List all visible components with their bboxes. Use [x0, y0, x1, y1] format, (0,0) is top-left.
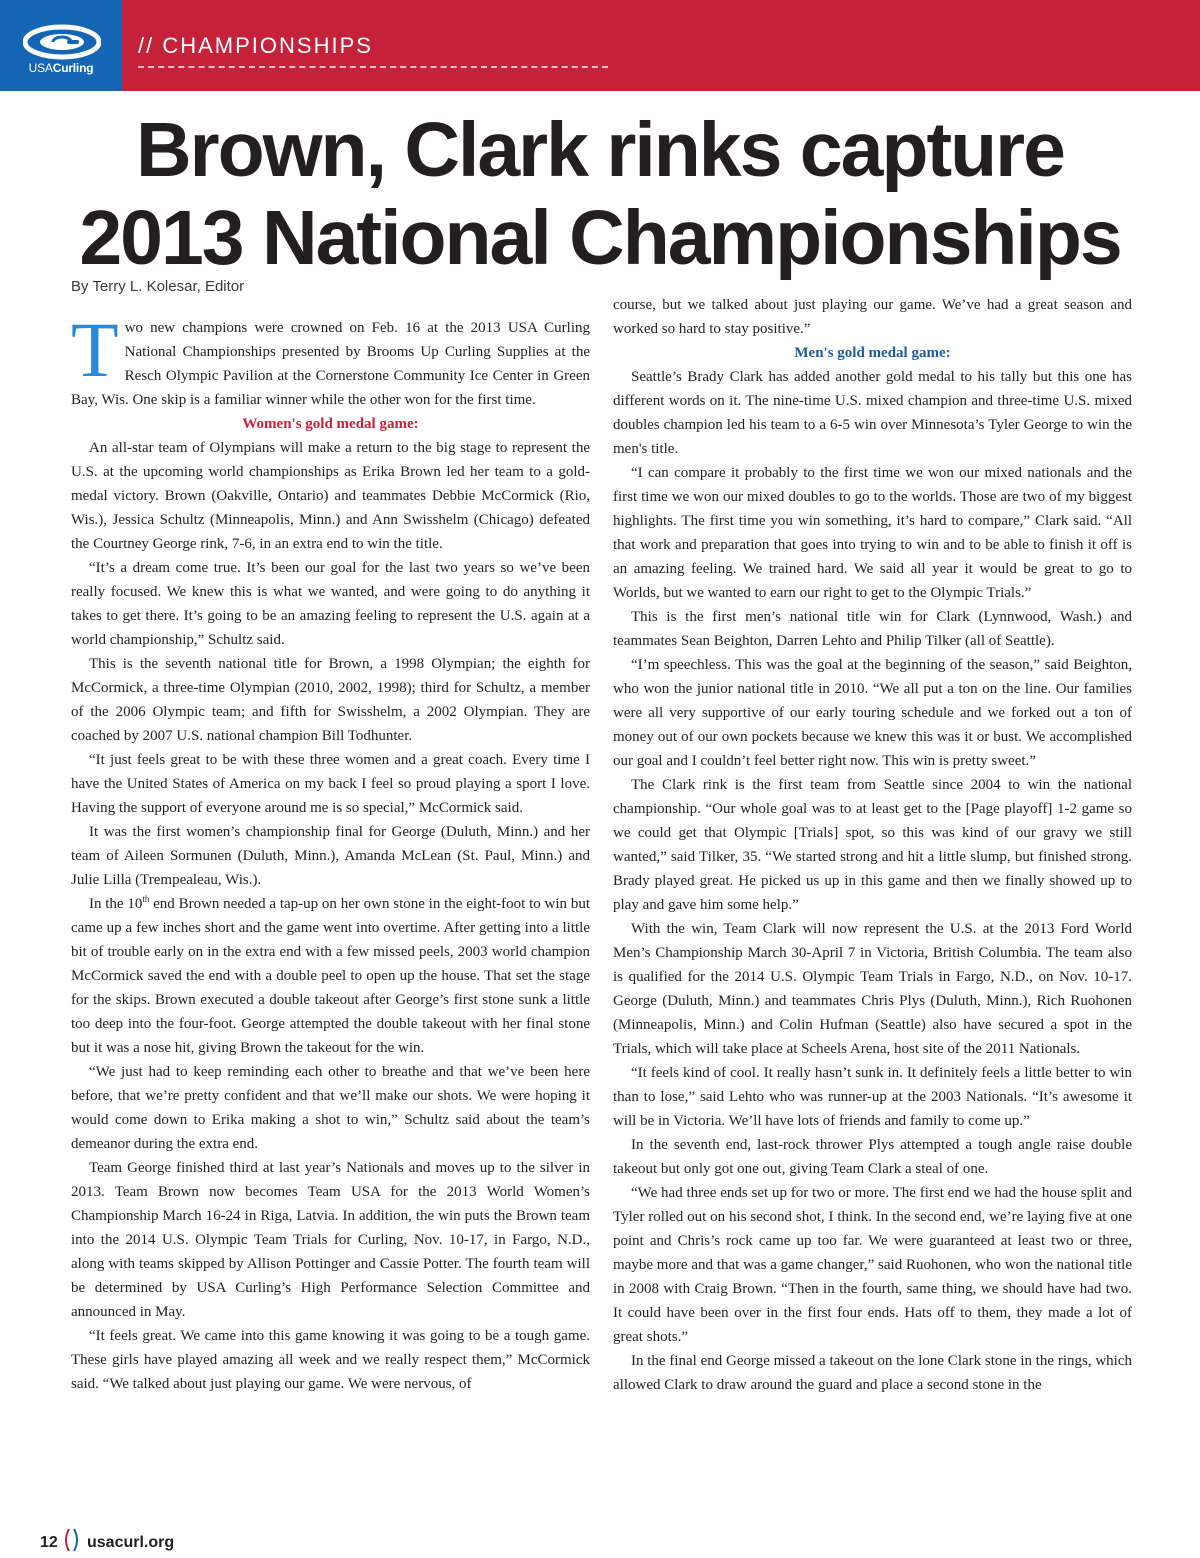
section-label: // CHAMPIONSHIPS	[138, 33, 373, 58]
headline-line-2: 2013 National Championships	[79, 195, 1121, 281]
body-paragraph: Seattle’s Brady Clark has added another gold medal to his tally but this one has different words on it. The nine-time U.S. mixed champion and three-time U.S. mixed doubles champion led his team to a 6-5 win over Minnesota’s Tyler George to win the men's title.	[613, 369, 1132, 457]
body-paragraph: An all-star team of Olympians will make a return to the big stage to represent the U.S. at the upcoming world championships as Erika Brown led her team to a gold-medal victory. Brown (Oakville, Ontario) and teammates Debbie McCormick (Rio, Wis.), Jessica Schultz (Minneapolis, Minn.) and Ann Swisshelm (Chicago) defeated the Courtney George rink, 7-6, in an extra end to win the title.	[71, 440, 590, 552]
body-paragraph: With the win, Team Clark will now represent the U.S. at the 2013 Ford World Men’s Championship March 30-April 7 in Victoria, British Columbia. The team also is qualified for the 2014 U.S. Olympic Team Trials in Fargo, N.D., on Nov. 10-17. George (Duluth, Minn.) and teammates Chris Plys (Duluth, Minn.), Rich Ruohonen (Minneapolis, Minn.) and Colin Hufman (Seattle) also have secured a spot in the Trials, which will take place at Scheels Arena, host site of the 2011 Nationals.	[613, 921, 1132, 1057]
usa-curling-logo	[0, 0, 122, 91]
body-paragraph: The Clark rink is the first team from Seattle since 2004 to win the national championship. “Our whole goal was to at least get to the [Page playoff] 1-2 game so we could get that Olympic [Trials] spot, so this was kind of our gravy we still wanted,” said Tilker, 35. “We started strong and hit a little slump, but finished strong. Brady played great. He picked us up in this game and then we finally showed up to play and gave him some help.”	[613, 777, 1132, 913]
logo-wordmark: USACurling	[28, 61, 94, 75]
site-link[interactable]: usacurl.org	[87, 1534, 175, 1551]
body-paragraph: Team George finished third at last year’s Nationals and moves up to the silver in 2013. Team Brown now becomes Team USA for the 2013 World Women’s Championship March 16-24 in Riga, Latvia. In addition, the win puts the Brown team into the 2014 U.S. Olympic Team Trials for Curling, Nov. 10-17, in Fargo, N.D., along with teams skipped by Allison Pottinger and Cassie Potter. The fourth team will be determined by USA Curling’s High Performance Selection Committee and announced in May.	[71, 1160, 590, 1320]
body-paragraph: This is the first men’s national title win for Clark (Lynnwood, Wash.) and teammates Sean Beighton, Darren Lehto and Philip Tilker (all of Seattle).	[613, 609, 1132, 649]
header-band	[0, 0, 1200, 91]
article-column-left	[71, 306, 590, 1396]
page-number: 12	[40, 1534, 58, 1551]
curling-stone-logo-icon	[23, 24, 101, 60]
body-paragraph: “It feels great. We came into this game knowing it was going to be a tough game. These girls have played amazing all week and we really respect them,” McCormick said. “We talked about just playing our game. We were nervous, of	[71, 1328, 590, 1392]
body-paragraph: “It feels kind of cool. It really hasn’t sunk in. It definitely feels a little better to win than to lose,” said Lehto who was runner-up at the 2003 Nationals. “It’s awesome it will be in Victoria. We’ll have lots of friends and family to come up.”	[613, 1065, 1132, 1129]
body-paragraph: “It’s a dream come true. It’s been our goal for the last two years so we’ve been really focused. We knew this is what we wanted, and were going to do anything it takes to get there. It’s going to be an amazing feeling to represent the U.S. again at a world championship,” Schultz said.	[71, 560, 590, 648]
body-paragraph: “I’m speechless. This was the goal at the beginning of the season,” said Beighton, who won the junior national title in 2010. “We all put a ton on the line. Our families were all very supportive of our early touring schedule and we forked out a ton of money out of our own pockets because we knew this was it or bust. We accomplished our goal and I couldn’t feel better right now. This win is pretty sweet.”	[613, 657, 1132, 769]
body-paragraph: In the 10th end Brown needed a tap-up on her own stone in the eight-foot to win but came up a few inches short and the game went into overtime. After getting into a little bit of trouble early on in the extra end with a few missed peels, 2003 world champion McCormick saved the end with a double peel to open up the house. That set the stage for the skips. Brown executed a double takeout after George’s first stone sunk a little too deep into the four-foot. George attempted the double takeout with her final stone but it was a nose hit, giving Brown the takeout for the win.	[71, 894, 590, 1056]
drop-cap: T	[71, 306, 119, 393]
body-paragraph: “We had three ends set up for two or more. The first end we had the house split and Tyler rolled out on his second shot, I think. In the second end, we’re laying five at one point and Chris’s rock came up too far. We were guaranteed at least two or three, maybe more and that was a game changer,” said Ruohonen, who won the national title in 2008 with Craig Brown. “Then in the fourth, same thing, we should have had two. It could have been over in the first four ends. Hats off to them, they made a lot of great shots.”	[613, 1185, 1132, 1345]
body-paragraph: This is the seventh national title for Brown, a 1998 Olympian; the eighth for McCormick, a three-time Olympian (2010, 2002, 1998); third for Schultz, a member of the 2006 Olympic team; and fifth for Swisshelm, a 2002 Olympian. They are coached by 2007 U.S. national champion Bill Todhunter.	[71, 656, 590, 744]
body-paragraph: “We just had to keep reminding each other to breathe and that we’ve been here before, that we’re pretty confident and that we’ll make our shots. We were hoping it would come down to Erika making a shot to win,” Schultz said about the team’s demeanor during the extra end.	[71, 1064, 590, 1152]
section-divider	[138, 66, 608, 68]
subhead-mens-gold: Men's gold medal game:	[794, 345, 951, 361]
parenthesis-mark-icon	[62, 1527, 82, 1553]
body-paragraph: “It just feels great to be with these three women and a great coach. Every time I have the United States of America on my back I feel so proud playing a sport I love. Having the support of everyone around me is so special,” McCormick said.	[71, 752, 590, 816]
intro-paragraph: Two new champions were crowned on Feb. 16 at the 2013 USA Curling National Championships presented by Brooms Up Curling Supplies at the Resch Olympic Pavilion at the Cornerstone Community Ice Center in Green Bay, Wis. One skip is a familiar winner while the other won for the first time.	[71, 306, 590, 408]
subhead-womens-gold: Women's gold medal game:	[242, 416, 419, 432]
body-paragraph: In the final end George missed a takeout on the lone Clark stone in the rings, which allowed Clark to draw around the guard and place a second stone in the	[613, 1353, 1132, 1393]
body-paragraph: In the seventh end, last-rock thrower Plys attempted a tough angle raise double takeout but only got one out, giving Team Clark a steal of one.	[613, 1137, 1132, 1177]
body-paragraph-continued: course, but we talked about just playing our game. We’ve had a great season and worked so hard to stay positive.”	[613, 297, 1132, 337]
headline-line-1: Brown, Clark rinks capture	[136, 107, 1064, 193]
article-column-right	[613, 293, 1132, 1397]
body-paragraph: It was the first women’s championship final for George (Duluth, Minn.) and her team of Aileen Sormunen (Duluth, Minn.), Amanda McLean (St. Paul, Minn.) and Julie Lilla (Trempealeau, Wis.).	[71, 824, 590, 888]
body-paragraph: “I can compare it probably to the first time we won our mixed nationals and the first time we won our mixed doubles to go to the worlds. Those are two of my biggest highlights. The first time you win something, it’s hard to compare,” Clark said. “All that work and preparation that goes into trying to win and to be able to finish it off is an amazing feeling. We trained hard. We said all year it would be great to go to Worlds, but we wanted to earn our right to get to the Olympic Trials.”	[613, 465, 1132, 601]
article-headline	[40, 106, 1160, 282]
byline: By Terry L. Kolesar, Editor	[71, 278, 245, 295]
